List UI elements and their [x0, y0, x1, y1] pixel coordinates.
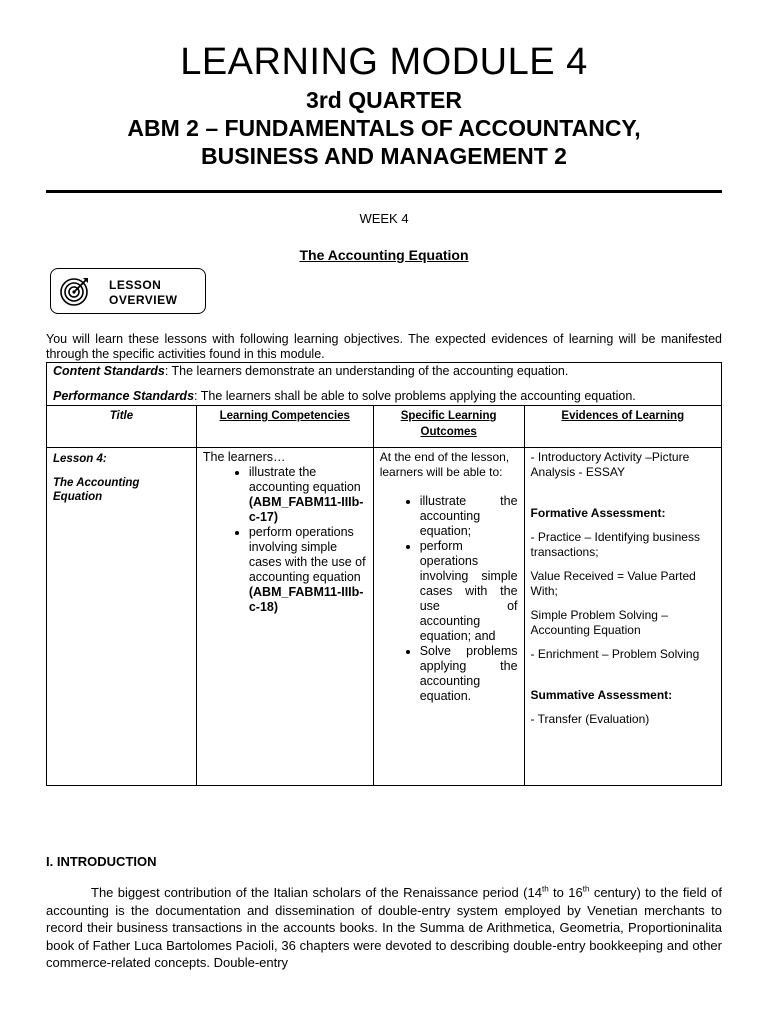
header-divider: [46, 190, 722, 193]
target-icon: [59, 275, 91, 307]
header-outcomes: Specific Learning Outcomes: [400, 410, 497, 438]
performance-standards: Performance Standards: The learners shall be able to solve problems applying the accounting equation.: [53, 389, 636, 403]
lesson-title: The Accounting Equation: [299, 247, 469, 263]
competency-item: • illustrate the accounting equation (ABM_FABM11-IIIb-c-17): [249, 465, 367, 525]
lesson-row: [47, 448, 722, 786]
table-header-row: [47, 406, 722, 448]
lesson-overview-label: LESSON OVERVIEW: [109, 278, 178, 307]
outcome-item: • perform operations involving simple cases with the use of accounting equation; and: [420, 539, 518, 644]
competency-item: • perform operations involving simple cases with the use of accounting equation (ABM_FABM11-IIIb-c-18): [249, 525, 367, 615]
introduction-paragraph: The biggest contribution of the Italian scholars of the Renaissance period (14th to 16th century) to the field of accounting is the documentation and dissemination of double-entry system employed by Venetian merchants to record their business transactions in the accounts books. In the Summa de Arithmetica, Geometria, Proportioninalita book of Father Luca Bartolomes Pacioli, 36 chapters were devoted to describing double-entry bookkeeping and other commerce-related concepts. Double-entry: [46, 884, 722, 970]
lesson-cell: Lesson 4: The Accounting Equation: [47, 448, 197, 786]
course-title-line1: ABM 2 – FUNDAMENTALS OF ACCOUNTANCY,: [127, 115, 641, 141]
content-standards-row: [47, 363, 722, 406]
summative-label: Summative Assessment:: [530, 688, 673, 702]
objectives-intro: You will learn these lessons with following learning objectives. The expected evidences of learning will be manifested through the specific activities found in this module.: [46, 332, 722, 361]
week-label: WEEK 4: [359, 211, 409, 226]
course-title-line2: BUSINESS AND MANAGEMENT 2: [201, 143, 567, 169]
content-standards: Content Standards: The learners demonstrate an understanding of the accounting equation.: [53, 364, 569, 378]
competencies-cell: The learners… • illustrate the accounting equation (ABM_FABM11-IIIb-c-17) • perform operations involving simple cases with the use of accounting equation (ABM_FABM11-IIIb-c-18): [196, 448, 373, 786]
evidences-cell: - Introductory Activity –Picture Analysis - ESSAY Formative Assessment: - Practice – Identifying business transactions; Value Received = Value Parted With; Simple Problem Solving – Accounting Equation - Enrichment – Problem Solving Summative Assessment: - Transfer (Evaluation): [524, 448, 721, 786]
header-title: Title: [109, 410, 134, 422]
module-title: LEARNING MODULE 4: [180, 41, 588, 83]
outcome-item: • Solve problems applying the accounting equation.: [420, 644, 518, 704]
header-competencies: Learning Competencies: [219, 410, 350, 422]
outcomes-cell: At the end of the lesson, learners will be able to: • illustrate the accounting equation; • perform operations involving simple cases with the use of accounting equation; and • Solve problems applying the accounting equation.: [373, 448, 524, 786]
lesson-overview-box: [50, 268, 206, 314]
outcome-item: • illustrate the accounting equation;: [420, 494, 518, 539]
header-evidences: Evidences of Learning: [561, 410, 685, 422]
introduction-heading: I. INTRODUCTION: [46, 854, 157, 869]
quarter-heading: 3rd QUARTER: [306, 87, 462, 113]
formative-label: Formative Assessment:: [530, 506, 666, 520]
learning-objectives-table: [46, 362, 722, 786]
